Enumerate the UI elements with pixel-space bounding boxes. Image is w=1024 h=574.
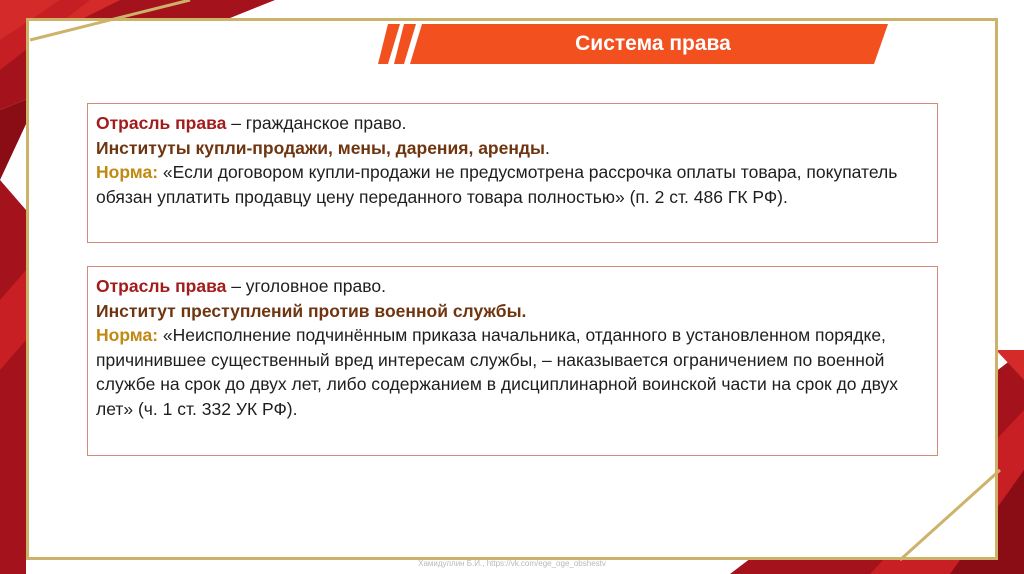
law-example-card-criminal [87, 266, 938, 456]
branch-value: – гражданское право. [226, 113, 407, 133]
institute-text: Институт преступлений против военной службы. [96, 300, 527, 321]
law-example-card-civil [87, 103, 938, 243]
institute-tail: . [544, 137, 550, 158]
norm-line [96, 160, 929, 209]
branch-label: Отрасль права [96, 113, 227, 133]
branch-line [96, 274, 929, 299]
norm-line [96, 323, 929, 421]
title-banner [378, 24, 888, 64]
footer-credit: Хамидуллин Б.И., https://vk.com/ege_oge_obshestv [418, 559, 606, 568]
institute-line [96, 299, 929, 324]
norm-label: Норма: [96, 325, 159, 345]
branch-line [96, 111, 929, 136]
norm-text: «Если договором купли-продажи не предусмотрена рассрочка оплаты товара, покупатель обязан уплатить продавцу цену переданного товара полностью» (п. 2 ст. 486 ГК РФ). [96, 162, 898, 207]
institute-line [96, 136, 929, 161]
branch-value: – уголовное право. [226, 276, 386, 296]
slide-title: Система права [575, 32, 731, 55]
institute-text: Институты купли-продажи, мены, дарения, аренды [96, 137, 545, 158]
branch-label: Отрасль права [96, 276, 227, 296]
norm-label: Норма: [96, 162, 159, 182]
norm-text: «Неисполнение подчинённым приказа начальника, отданного в установленном порядке, причинившее существенный вред интересам службы, – наказывается ограничением по военной службе на срок до двух лет, либо содержанием в дисциплинарной воинской части на срок до двух лет» (ч. 1 ст. 332 УК РФ). [96, 325, 899, 419]
